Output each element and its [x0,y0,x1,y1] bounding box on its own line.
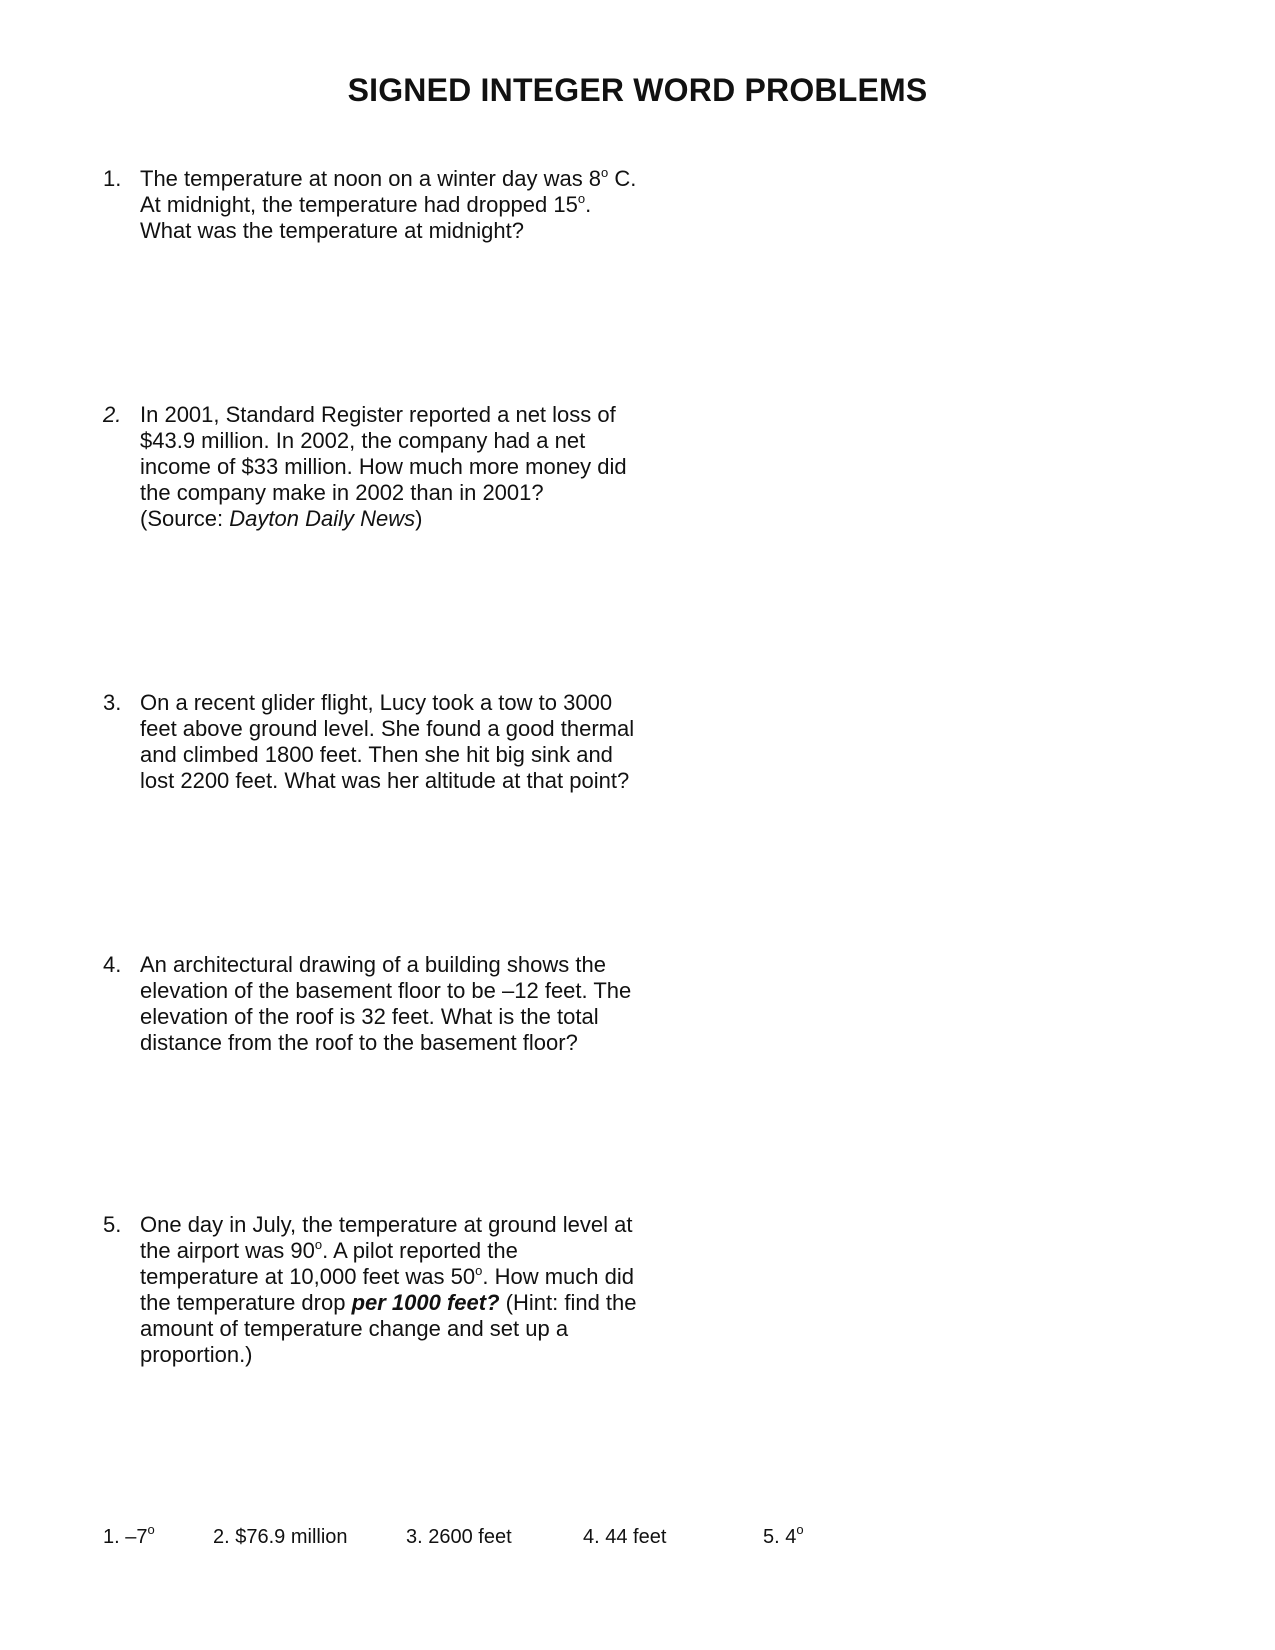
problem-line: elevation of the roof is 32 feet. What is the total [140,1004,599,1029]
problem-line: the temperature drop per 1000 feet? (Hint: find the [140,1290,637,1315]
problem-line: proportion.) [140,1342,253,1367]
problem-line: the company make in 2002 than in 2001? [140,480,544,505]
problem-number: 5. [103,1212,122,1237]
source-name: Dayton Daily News [229,506,416,531]
answer-2: 2. $76.9 million [213,1526,348,1548]
emphasis-text: per 1000 feet? [351,1290,500,1315]
page-title: SIGNED INTEGER WORD PROBLEMS [347,72,928,108]
problem-line: On a recent glider flight, Lucy took a tow to 3000 [140,690,613,715]
problem-line: temperature at 10,000 feet was 50$^o$. How much did [140,1263,634,1289]
problem-line: and climbed 1800 feet. Then she hit big sink and [140,742,613,767]
answer-3: 3. 2600 feet [406,1526,512,1548]
answer-1: 1. –7$^o$ [103,1522,155,1548]
problem-line: elevation of the basement floor to be –12 feet. The [140,978,632,1003]
problem-line: distance from the roof to the basement floor? [140,1030,578,1055]
problem-line: What was the temperature at midnight? [140,218,524,243]
degree-symbol: o [147,1522,155,1537]
problem-4 [103,952,703,1056]
problem-line: An architectural drawing of a building shows the [140,952,606,977]
problem-3 [103,690,703,794]
problem-number: 2. [103,402,122,427]
problem-number: 1. [103,166,122,191]
problem-line: lost 2200 feet. What was her altitude at that point? [140,768,630,793]
degree-symbol: o [601,165,609,180]
answer-4: 4. 44 feet [583,1526,667,1548]
problem-line: One day in July, the temperature at ground level at [140,1212,633,1237]
problem-2 [103,402,703,532]
problem-number: 3. [103,690,122,715]
problem-source: (Source: Dayton Daily News) [140,506,423,531]
degree-symbol: o [577,191,586,206]
problem-line: $43.9 million. In 2002, the company had a net [140,428,586,453]
problem-line: In 2001, Standard Register reported a net loss of [140,402,616,427]
problem-line: income of $33 million. How much more money did [140,454,627,479]
problem-line: The temperature at noon on a winter day was 8$^o$ C. [140,165,637,191]
problem-5 [103,1212,703,1368]
problem-line: feet above ground level. She found a good thermal [140,716,635,741]
degree-symbol: o [475,1263,483,1278]
problem-line: the airport was 90$^o$. A pilot reported the [140,1237,518,1263]
degree-symbol: o [796,1522,804,1537]
degree-symbol: o [314,1237,323,1252]
problem-line: At midnight, the temperature had dropped 15$^o$. [140,191,592,217]
answer-5: 5. 4$^o$ [763,1522,804,1548]
problem-1 [103,166,703,244]
problem-number: 4. [103,952,122,977]
problem-line: amount of temperature change and set up a [140,1316,569,1341]
